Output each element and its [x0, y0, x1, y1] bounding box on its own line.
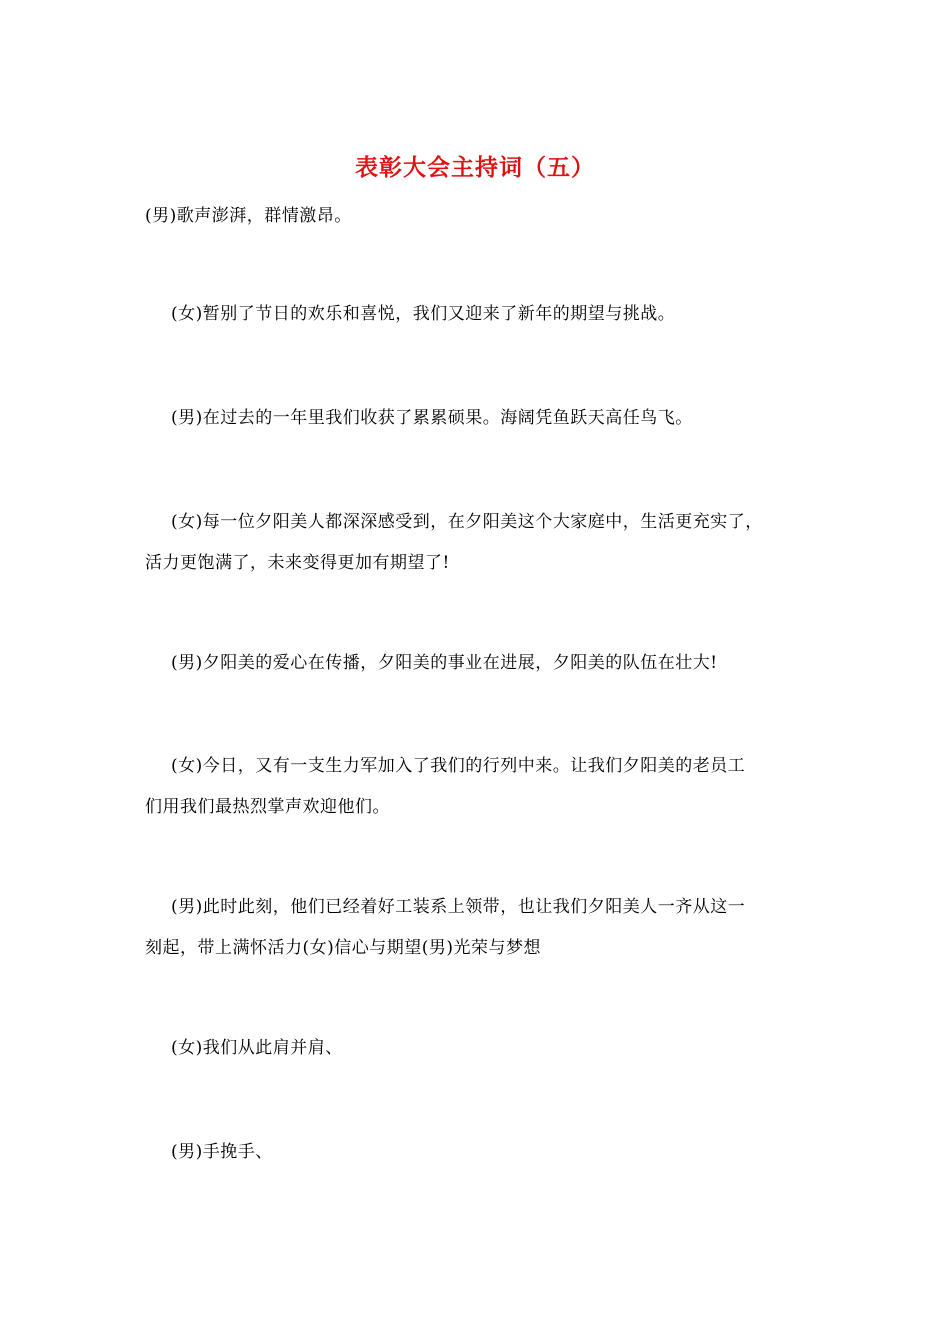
paragraph-4	[145, 502, 825, 584]
paragraph-line: (男)夕阳美的爱心在传播，夕阳美的事业在进展，夕阳美的队伍在壮大!	[171, 653, 718, 673]
paragraph-line: (男)在过去的一年里我们收获了累累硕果。海阔凭鱼跃天高任鸟飞。	[171, 408, 693, 428]
document-title: 表彰大会主持词（五）	[355, 154, 595, 181]
paragraph-line: (女)暂别了节日的欢乐和喜悦，我们又迎来了新年的期望与挑战。	[171, 304, 676, 324]
paragraph-8	[145, 1028, 825, 1069]
paragraph-line: 刻起，带上满怀活力(女)信心与期望(男)光荣与梦想	[145, 938, 542, 958]
paragraph-9	[145, 1132, 825, 1173]
paragraph-6	[145, 746, 825, 828]
paragraph-line: (女)今日，又有一支生力军加入了我们的行列中来。让我们夕阳美的老员工	[171, 756, 746, 776]
paragraph-line: (女)我们从此肩并肩、	[171, 1038, 343, 1058]
paragraph-2	[147, 294, 827, 335]
paragraph-line: (女)每一位夕阳美人都深深感受到，在夕阳美这个大家庭中，生活更充实了，	[171, 512, 763, 532]
paragraph-line: (男)此时此刻，他们已经着好工装系上领带，也让我们夕阳美人一齐从这一	[171, 897, 746, 917]
paragraph-line: (男)歌声澎湃，群情激昂。	[145, 206, 352, 226]
paragraph-1	[145, 196, 825, 237]
paragraph-line: (男)手挽手、	[171, 1142, 273, 1162]
paragraph-5	[145, 643, 825, 684]
paragraph-line: 活力更饱满了，未来变得更加有期望了!	[145, 553, 450, 573]
paragraph-line: 们用我们最热烈掌声欢迎他们。	[145, 797, 390, 817]
paragraph-7	[145, 887, 825, 969]
paragraph-3	[147, 398, 827, 439]
